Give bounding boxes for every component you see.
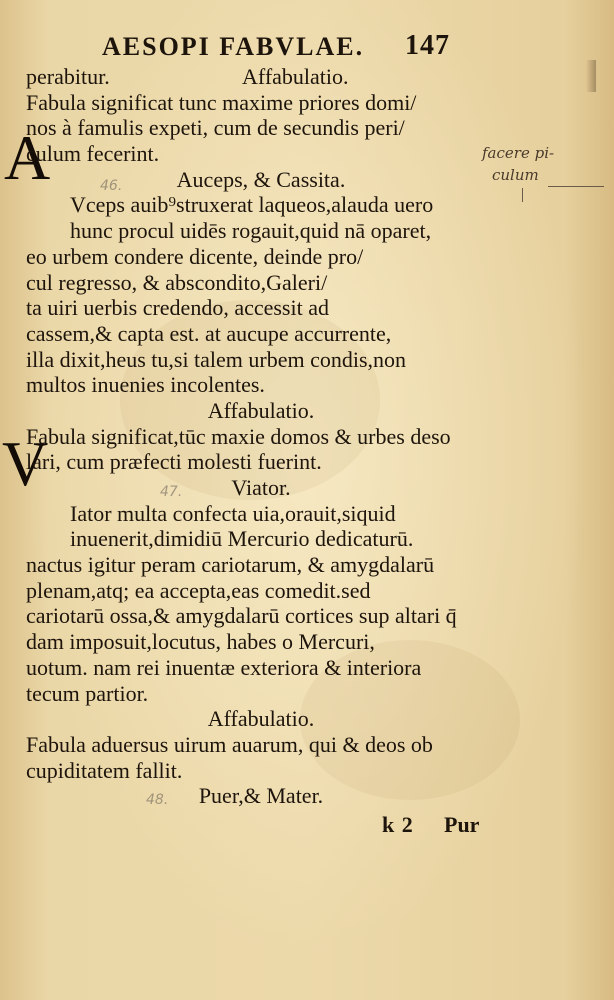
text-line: dam imposuit,locutus, habes o Mercuri,: [26, 629, 375, 655]
text-line: multos inuenies incolentes.: [26, 372, 265, 398]
drop-cap-a: A: [4, 122, 51, 193]
page-number: 147: [405, 30, 450, 61]
fable-title: Puer,& Mater.: [198, 783, 324, 809]
text-line: [26, 64, 496, 90]
text-line: lari, cum præfecti molesti fuerint.: [26, 449, 322, 475]
text-line: cassem,& capta est. at aucupe accurrente,: [26, 320, 392, 346]
pencil-fable-number: 48.: [146, 792, 169, 808]
marginal-note-line: facere pi-: [482, 144, 555, 162]
drop-cap-v: V: [2, 428, 49, 499]
section-heading: Affabulatio.: [207, 706, 315, 732]
fable-title: Viator.: [231, 475, 291, 500]
text-line: uotum. nam rei inuentæ exteriora & interiora: [26, 654, 422, 680]
section-heading: Affabulatio.: [207, 397, 315, 423]
catchword: Pur: [444, 812, 480, 837]
text-line: eo urbem condere dicente, deinde pro/: [26, 243, 364, 269]
fable-title: Auceps, & Cassita.: [176, 166, 346, 192]
text-line: Fabula significat,tūc maxie domos & urbes deso: [26, 423, 451, 449]
text-line: Fabula aduersus uirum auarum, qui & deos ob: [26, 731, 433, 757]
running-title: AESOPI FABVLAE.: [102, 32, 365, 61]
text-line: nos à famulis expeti, cum de secundis peri/: [26, 115, 405, 141]
marginal-note: [478, 144, 608, 204]
text-line: tecum partior.: [26, 680, 149, 706]
marginal-rule: [548, 186, 604, 187]
text-line: nactus igitur peram cariotarum, & amygdalarū: [26, 552, 435, 578]
text-line: plenam,atq; ea accepta,eas comedit.sed: [26, 577, 371, 603]
text-line: cariotarū ossa,& amygdalarū cortices sup altari q̄: [26, 603, 457, 629]
text-line: illa dixit,heus tu,si talem urbem condis,non: [26, 346, 407, 372]
marginal-note-line: culum: [492, 166, 539, 184]
text-line: culum fecerint.: [26, 141, 160, 167]
text-line: hunc procul uidēs rogauit,quid nā oparet,: [70, 218, 432, 244]
text-line: cupiditatem fallit.: [26, 757, 183, 783]
text-line: Vceps auib⁹struxerat laqueos,alauda uero: [70, 192, 434, 218]
body-text: [26, 64, 496, 809]
marginal-rule: [522, 188, 523, 202]
text-line: ta uiri uerbis credendo, accessit ad: [26, 295, 329, 321]
text-line: Iator multa confecta uia,orauit,siquid: [70, 500, 396, 526]
text-line: inuenerit,dimidiū Mercurio dedicaturū.: [70, 526, 414, 552]
signature-mark: k 2: [382, 812, 414, 837]
page-header: [0, 30, 614, 66]
pencil-fable-number: 47.: [160, 484, 183, 500]
pencil-fable-number: 46.: [100, 178, 123, 194]
section-heading: Affabulatio.: [242, 64, 349, 89]
text-line: Fabula significat tunc maxime priores domi/: [26, 89, 417, 115]
text-line: cul regresso, & abscondito,Galeri/: [26, 269, 328, 295]
text-line-end: perabitur.: [26, 64, 110, 89]
